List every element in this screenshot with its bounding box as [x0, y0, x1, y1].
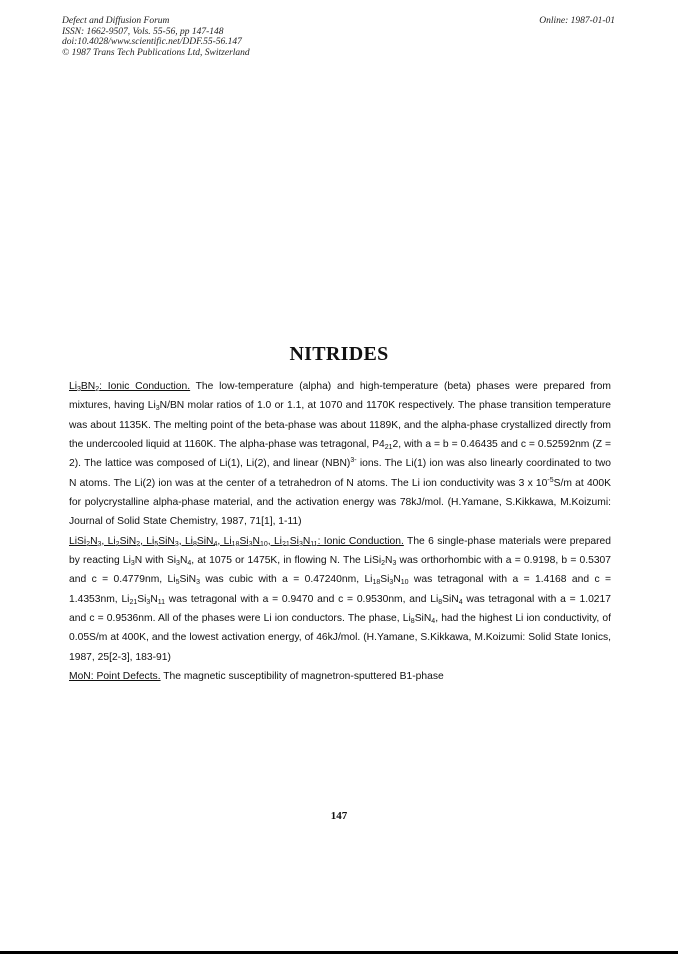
paragraph-heading: MoN: Point Defects. [69, 671, 161, 683]
doi-line: doi:10.4028/www.scientific.net/DDF.55-56.147 [62, 37, 242, 47]
paragraph-heading: $Li_3BN_2$: Ionic Conduction. [69, 381, 191, 393]
issn-line: ISSN: 1662-9507, Vols. 55-56, pp 147-148 [62, 26, 224, 37]
page-number: 147 [330, 810, 348, 822]
footer-rule [0, 951, 678, 954]
paragraph-li3bn2: $Li_3BN_2$: Ionic Conduction. The low-temperature (alpha) and high-temperature (beta) phases were prepared from mixtures, having $Li_3N/BN$ molar ratios of 1.0 or 1.1, at 1070 and 1170K respectively. The phase transition temperature was about 1135K. The melting point of the beta-phase was about 1189K, and the alpha-phase crystallized directly from the undercooled liquid at 1160K. The alpha-phase was tetragonal, $P4_{21}2$, with a = b = 0.46435 and c = 0.52592nm (Z = 2). The lattice was composed of Li(1), Li(2), and linear (NBN)$^{3-}$ ions. The Li(1) ion was also linearly coordinated to two N atoms. The Li(2) ion was at the center of a tetrahedron of N atoms. The Li ion conductivity was 3 x $10^{-5}S/m$ at 400K for polycrystalline alpha-phase material, and the activation energy was 78kJ/mol. (H.Yamane, S.Kikkawa, M.Koizumi: Journal of Solid State Chemistry, 1987, 71[1], 1-11) [69, 381, 612, 528]
paragraph-heading: $LiSi_2N_3$, $Li_2SiN_2$, $Li_5SiN_3$, $Li_8SiN_4$, $Li_{18}Si_3N_{10}$, $Li_{21}Si_3N_{11}$: Ionic Conduction. [69, 535, 404, 548]
paragraph-mon: MoN: Point Defects. The magnetic susceptibility of magnetron-sputtered B1-phase [69, 671, 444, 683]
copyright-line: © 1987 Trans Tech Publications Ltd, Switzerland [62, 47, 250, 58]
journal-header [62, 16, 250, 58]
paragraph-lisin: $LiSi_2N_3$, $Li_2SiN_2$, $Li_5SiN_3$, $Li_8SiN_4$, $Li_{18}Si_3N_{10}$, $Li_{21}Si_3N_{11}$: Ionic Conduction. The 6 single-phase materials were prepared by reacting $Li_3N$ with $Si_3N_4$, at 1075 or 1475K, in flowing N. The $LiSi_2N_3$ was orthorhombic with a = 0.9198, b = 0.5307 and c = 0.4779nm, $Li_5SiN_3$ was cubic with a = 0.47240nm, $Li_{18}Si_3N_{10}$ was tetragonal with a = 1.4168 and c = 1.4353nm, $Li_{21}Si_3N_{11}$ was tetragonal with a = 0.9470 and c = 0.9530nm, and $Li_8SiN_4$ was tetragonal with a = 1.0217 and c = 0.9536nm. All of the phases were Li ion conductors. The phase, $Li_8SiN_4$, had the highest Li ion conductivity, of 0.05S/m at 400K, and the lowest activation energy, of 46kJ/mol. (H.Yamane, S.Kikkawa, M.Koizumi: Solid State Ionics, 1987, 25[2-3], 183-91) [69, 535, 612, 663]
article-body [69, 377, 611, 687]
online-date: Online: 1987-01-01 [539, 16, 615, 26]
page-title: NITRIDES [289, 343, 389, 365]
journal-name: Defect and Diffusion Forum [62, 16, 170, 26]
